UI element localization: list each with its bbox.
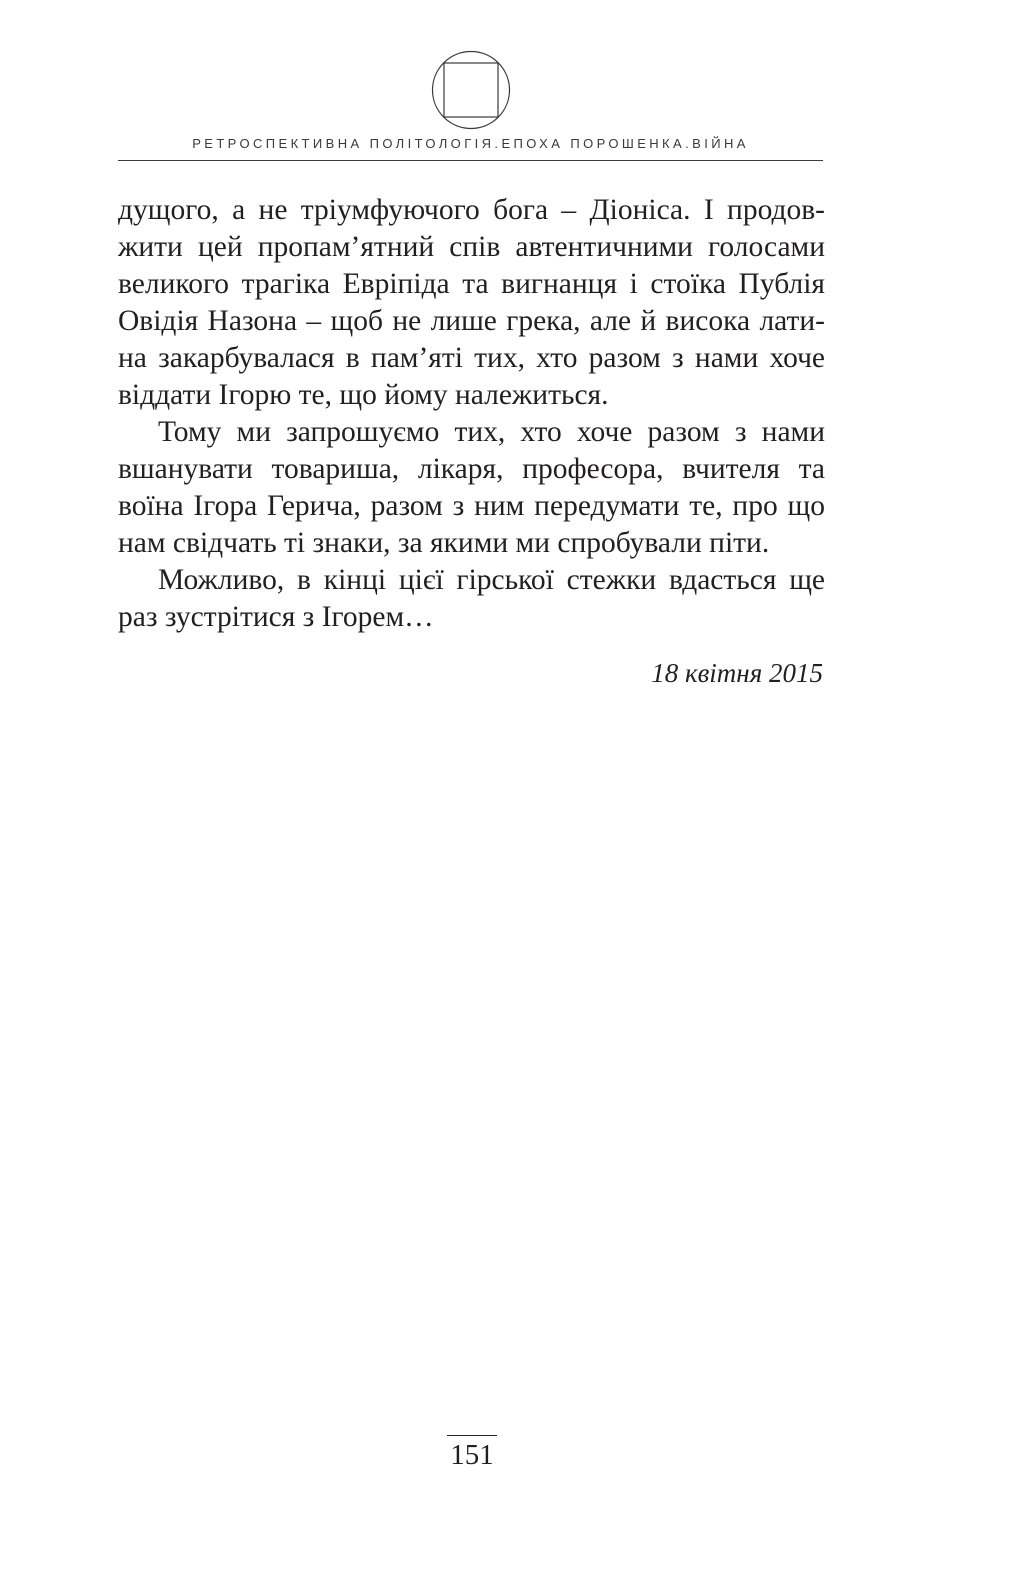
text-line: на закарбувалася в пам’яті тих, хто разом з нами хоче (118, 342, 825, 374)
page-number: 151 (447, 1435, 497, 1472)
running-header-title: РЕТРОСПЕКТИВНА ПОЛІТОЛОГІЯ.ЕПОХА ПОРОШЕНКА.ВІЙНА (192, 136, 749, 151)
text-line: жити цей пропам’ятний спів автентичними голосами (118, 231, 825, 263)
paragraph-1 (118, 192, 825, 414)
text-line: раз зустрітися з Ігорем… (118, 601, 434, 633)
paragraph-2 (118, 414, 825, 562)
text-line: Тому ми запрошуємо тих, хто хоче разом з нами (158, 416, 825, 448)
text-line: дущого, а не тріумфуючого бога – Діоніса. І продов- (118, 194, 825, 226)
text-line: великого трагіка Евріпіда та вигнанця і стоїка Публія (118, 268, 825, 300)
paragraph-3 (118, 562, 825, 636)
header-divider (118, 160, 823, 161)
date-signature: 18 квітня 2015 (651, 658, 823, 688)
text-line: віддати Ігорю те, що йому належиться. (118, 379, 609, 411)
body-text (118, 192, 825, 636)
text-line: нам свідчать ті знаки, за якими ми спробували піти. (118, 527, 770, 559)
text-line: Овідія Назона – щоб не лише грека, але й висока лати- (118, 305, 825, 337)
circle-square-emblem-icon (431, 50, 511, 130)
text-line: Можливо, в кінці цієї гірської стежки вдасться ще (158, 564, 825, 596)
text-line: воїна Ігора Герича, разом з ним передумати те, про що (118, 490, 825, 522)
text-line: вшанувати товариша, лікаря, професора, вчителя та (118, 453, 825, 485)
